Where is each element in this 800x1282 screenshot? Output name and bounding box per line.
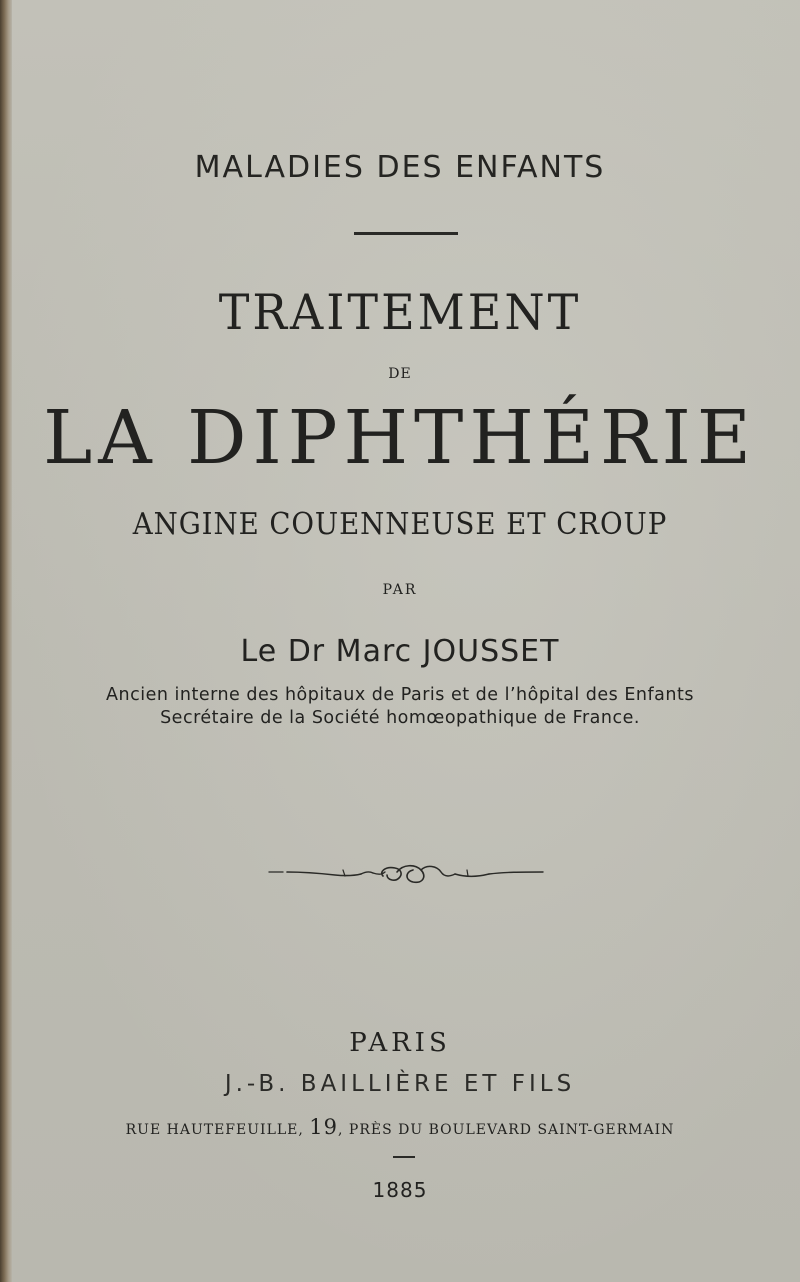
address-locality: , PRÈS DU BOULEVARD SAINT-GERMAIN: [338, 1122, 675, 1138]
address-street: RUE HAUTEFEUILLE,: [125, 1122, 310, 1138]
title-line-1: TRAITEMENT: [218, 283, 582, 341]
by-line: PAR: [382, 582, 418, 598]
publisher-address: [0, 1115, 800, 1139]
main-title: LA DIPHTHÉRIE: [43, 395, 757, 481]
subtitle: ANGINE COUENNEUSE ET CROUP: [132, 507, 668, 542]
year-rule: [393, 1156, 415, 1158]
address-number: 19: [309, 1115, 339, 1139]
title-rule: [354, 232, 458, 235]
ornament-icon: [265, 858, 547, 888]
publication-year: 1885: [372, 1178, 428, 1202]
author-credential-2: Secrétaire de la Société homœopathique de France.: [160, 708, 640, 728]
author-credential-1: Ancien interne des hôpitaux de Paris et de l’hôpital des Enfants: [106, 685, 694, 705]
series-title: MALADIES DES ENFANTS: [194, 150, 606, 185]
publisher-name: J.-B. BAILLIÈRE ET FILS: [224, 1071, 576, 1097]
publication-city: PARIS: [349, 1028, 451, 1058]
title-connector: DE: [388, 366, 412, 382]
author-name: Le Dr Marc JOUSSET: [240, 634, 560, 669]
